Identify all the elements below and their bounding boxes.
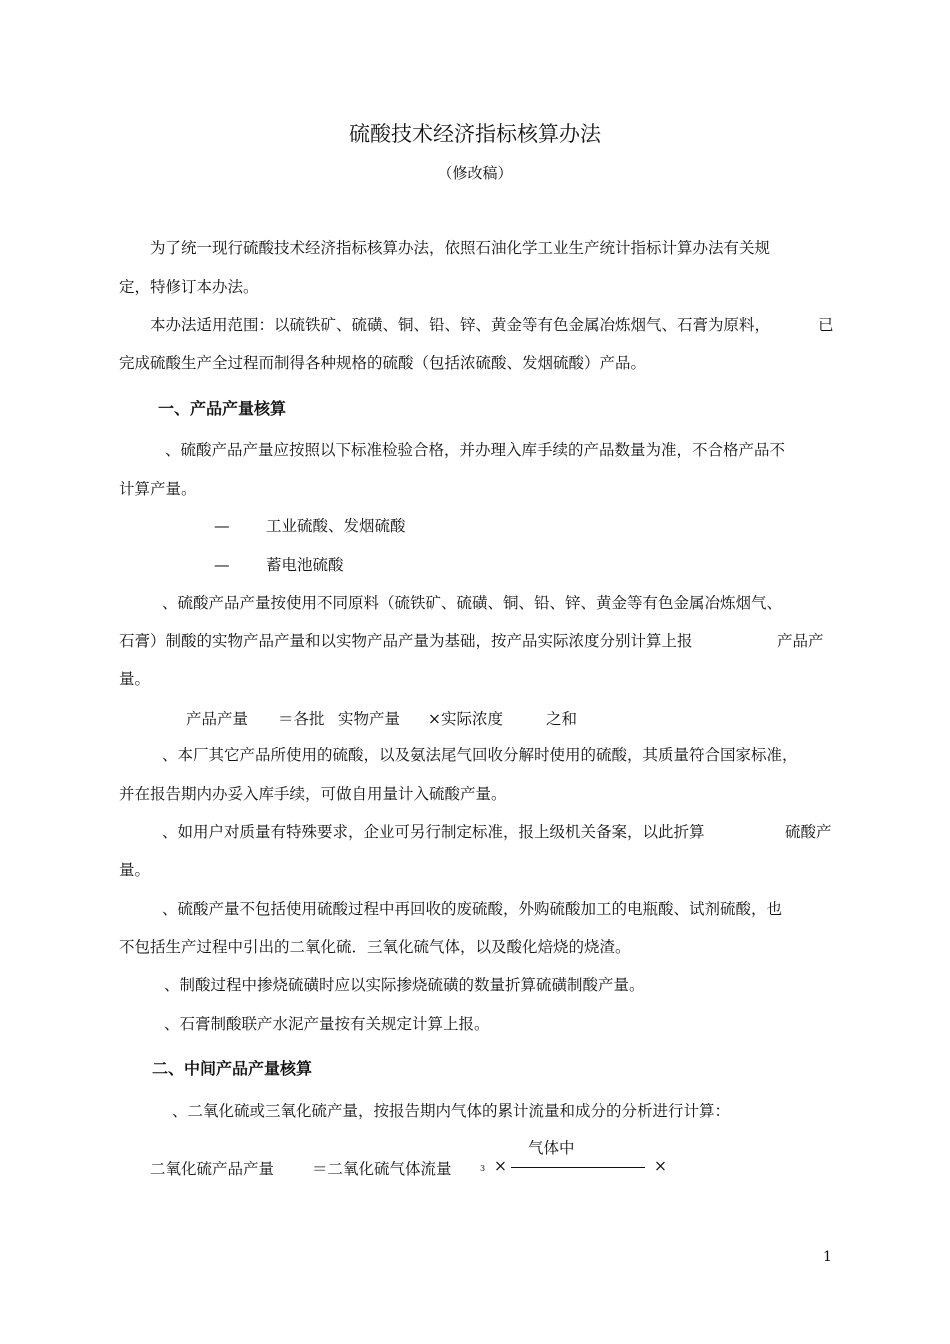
document-title: 硫酸技术经济指标核算办法 [349, 122, 601, 146]
s1-para3-line1: 、本厂其它产品所使用的硫酸，以及氨法尾气回收分解时使用的硫酸，其质量符合国家标准， [162, 746, 798, 764]
formula-2-times-2: × [654, 1157, 667, 1175]
intro-line-2: 定，特修订本办法。 [119, 278, 259, 296]
page-number: 1 [823, 1249, 832, 1265]
formula-2-times-1: × [494, 1157, 507, 1175]
s1-para4-line1-end: 硫酸产 [785, 823, 832, 841]
s1-para1-line2: 计算产量。 [119, 480, 197, 498]
s1-para4-line1: 、如用户对质量有特殊要求，企业可另行制定标准，报上级机关备案，以此折算 [162, 823, 705, 841]
s1-para2-line1: 、硫酸产品产量按使用不同原料（硫铁矿、硫磺、铜、铅、锌、黄金等有色金属冶炼烟气、 [162, 594, 783, 612]
scope-line-1: 本办法适用范围：以硫铁矿、硫磺、铜、铅、锌、黄金等有色金属冶炼烟气、石膏为原料， [150, 316, 771, 334]
scope-line-1-end: 已 [818, 316, 834, 334]
formula-1-sum: 之和 [546, 710, 578, 728]
document-subtitle: （修改稿） [437, 164, 513, 182]
section-1-heading: 一、产品产量核算 [158, 399, 287, 418]
s1-para2-line2-end: 产品产 [777, 632, 824, 650]
formula-2-fraction-bar [511, 1167, 645, 1168]
formula-1-times: ×实际浓度 [428, 710, 503, 728]
s1-para4-line2: 量。 [119, 861, 151, 879]
standard-2: 蓄电池硫酸 [266, 556, 344, 574]
formula-1-eq: ＝各批 [278, 710, 325, 728]
formula-2-numerator: 气体中 [528, 1139, 575, 1157]
standard-1: 工业硫酸、发烟硫酸 [266, 517, 406, 535]
s1-para3-line2: 并在报告期内办妥入库手续，可做自用量计入硫酸产量。 [119, 785, 507, 803]
s2-para1: 、二氧化硫或三氧化硫产量，按报告期内气体的累计流量和成分的分析进行计算： [172, 1102, 731, 1120]
formula-1-term: 实物产量 [338, 710, 401, 728]
s1-para2-line2: 石膏）制酸的实物产品产量和以实物产品产量为基础，按产品实际浓度分别计算上报 [119, 632, 693, 650]
s1-para7: 、石膏制酸联产水泥产量按有关规定计算上报。 [164, 1015, 490, 1033]
formula-2-flow: ＝二氧化硫气体流量 [312, 1160, 452, 1178]
intro-line-1: 为了统一现行硫酸技术经济指标核算办法，依照石油化学工业生产统计指标计算办法有关规 [150, 239, 771, 257]
formula-2-lhs: 二氧化硫产品产量 [150, 1160, 275, 1178]
section-2-heading: 二、中间产品产量核算 [152, 1059, 313, 1078]
standard-1-dash: — [214, 517, 230, 535]
formula-1-lhs: 产品产量 [186, 710, 249, 728]
s1-para5-line2: 不包括生产过程中引出的二氧化硫．三氧化硫气体，以及酸化焙烧的烧渣。 [119, 938, 631, 956]
scope-line-2: 完成硫酸生产全过程而制得各种规格的硫酸（包括浓硫酸、发烟硫酸）产品。 [119, 354, 647, 372]
s1-para1-line1: 、硫酸产品产量应按照以下标准检验合格，并办理入库手续的产品数量为准，不合格产品不 [165, 441, 786, 459]
s1-para6: 、制酸过程中掺烧硫磺时应以实际掺烧硫磺的数量折算硫磺制酸产量。 [164, 976, 645, 994]
s1-para5-line1: 、硫酸产量不包括使用硫酸过程中再回收的废硫酸，外购硫酸加工的电瓶酸、试剂硫酸，也 [162, 900, 783, 918]
formula-2-subscript: 3 [480, 1164, 486, 1173]
s1-para2-line3: 量。 [119, 670, 151, 688]
standard-2-dash: — [214, 556, 230, 574]
